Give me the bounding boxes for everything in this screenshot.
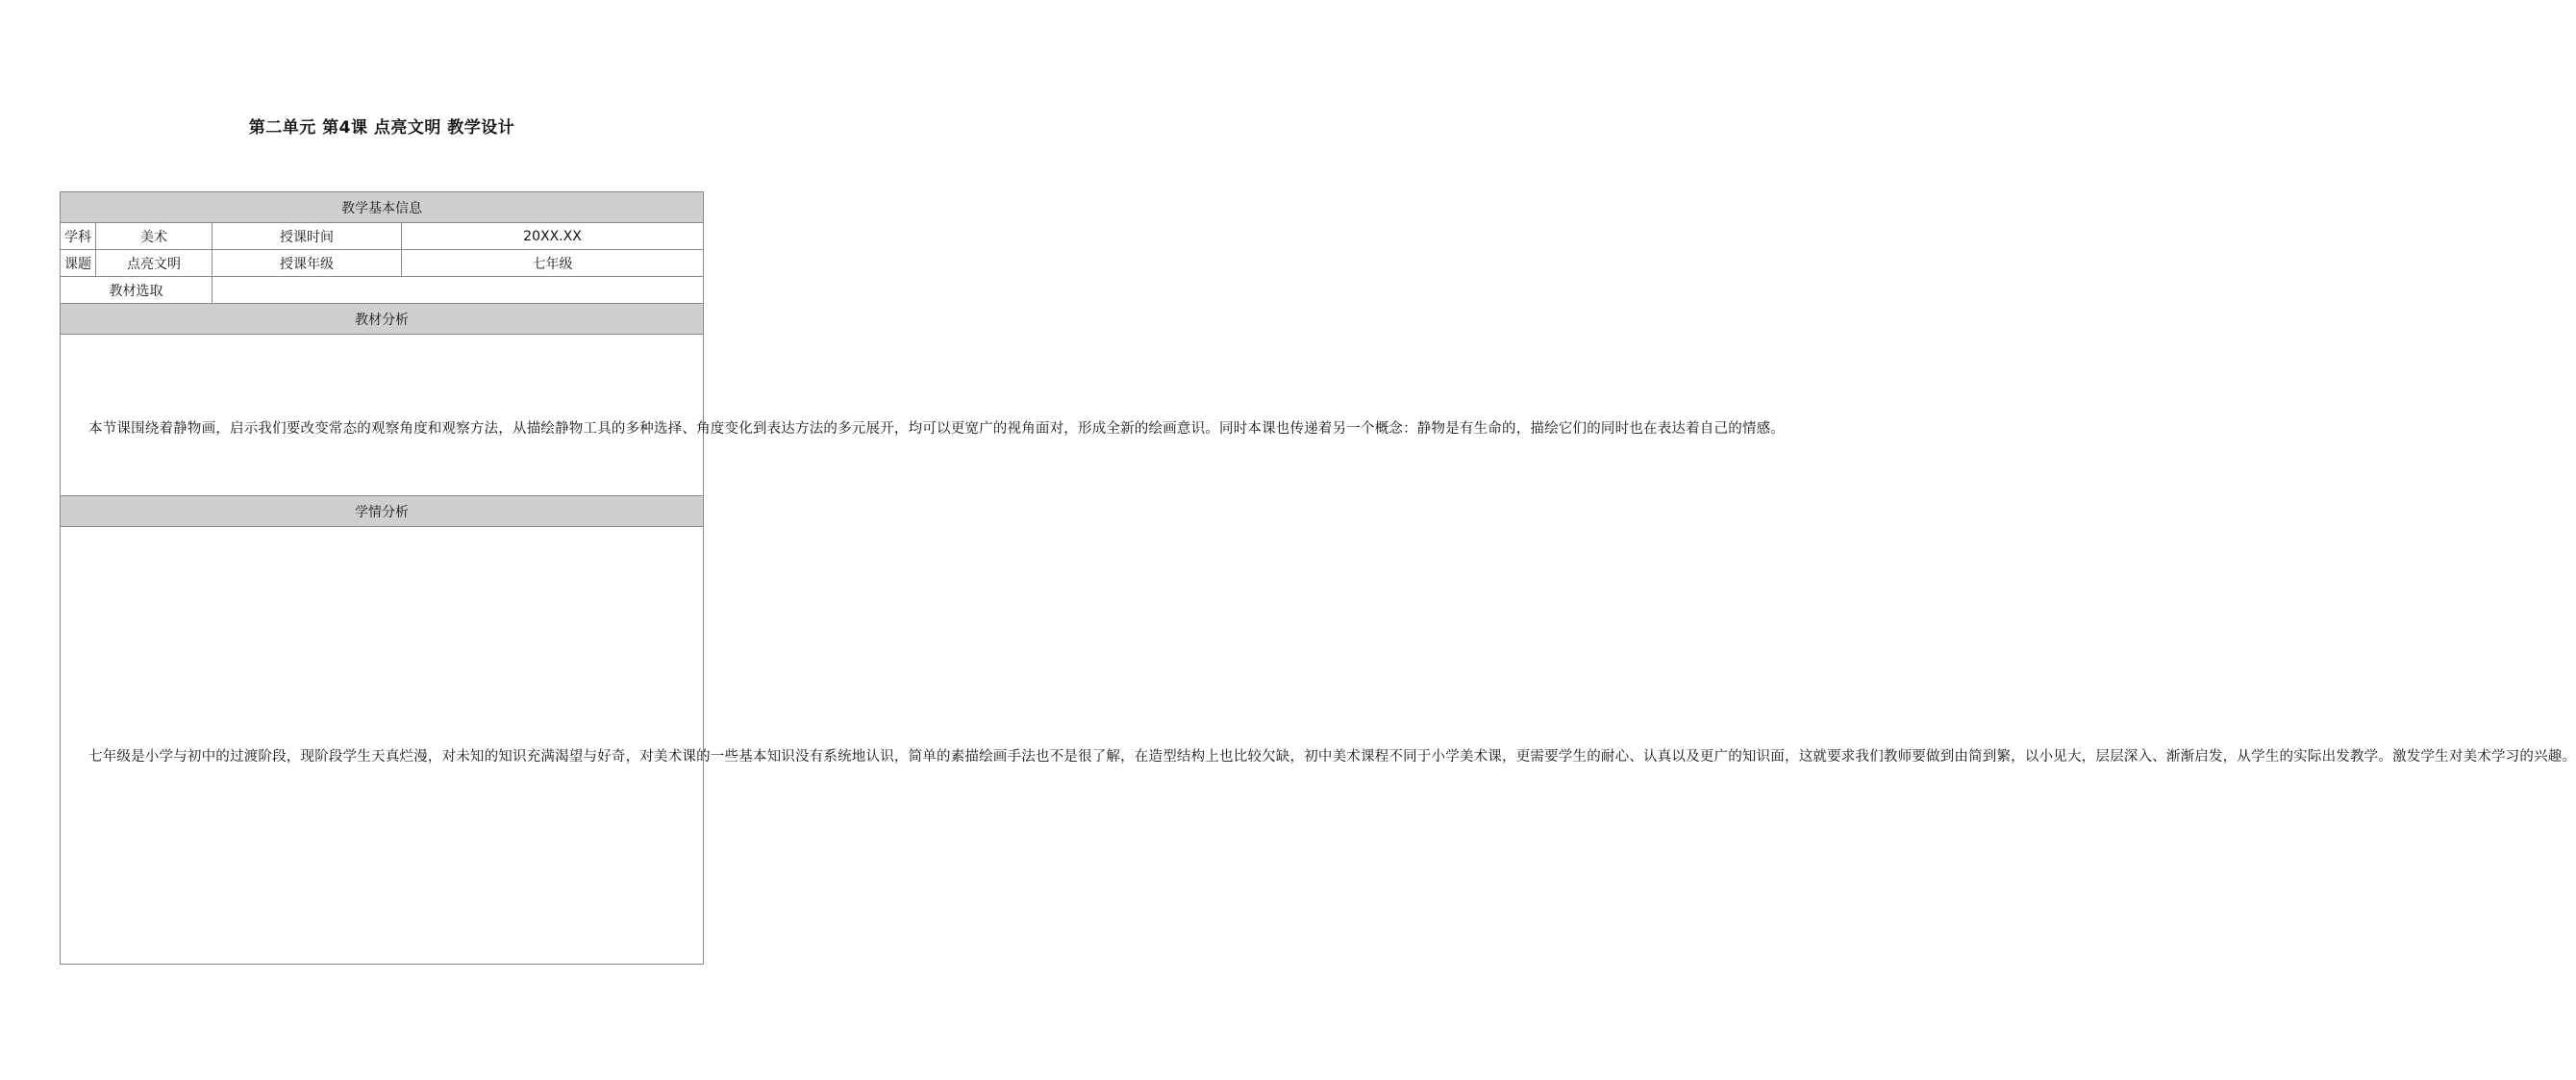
grade-label: 授课年级 [213,250,402,277]
material-analysis-text: 本节课围绕着静物画，启示我们要改变常态的观察角度和观察方法，从描绘静物工具的多种选择、角度变化到表达方法的多元展开，均可以更宽广的视角面对，形成全新的绘画意识。同时本课也传递着另一个概念：静物是有生命的，描绘它们的同时也在表达着自己的情感。 [88,420,1785,437]
student-analysis-cell [61,527,2576,965]
material-label: 教材选取 [61,277,213,304]
material-value [213,277,704,304]
material-analysis-cell [61,335,1785,496]
student-analysis-header: 学情分析 [61,496,704,527]
time-label: 授课时间 [213,223,402,250]
student-analysis-text: 七年级是小学与初中的过渡阶段，现阶段学生天真烂漫，对未知的知识充满渴望与好奇，对美术课的一些基本知识没有系统地认识，简单的素描绘画手法也不是很了解，在造型结构上也比较欠缺，初中美术课程不同于小学美术课，更需要学生的耐心、认真以及更广的知识面，这就要求我们教师要做到由简到繁，以小见大，层层深入、渐渐启发，从学生的实际出发教学。激发学生对美术学习的兴趣。 [88,749,2576,765]
time-value: 20XX.XX [402,223,704,250]
topic-label: 课题 [61,250,96,277]
lesson-plan-table [60,191,2576,965]
topic-value: 点亮文明 [96,250,213,277]
basic-info-header: 教学基本信息 [61,192,704,223]
subject-value: 美术 [96,223,213,250]
subject-label: 学科 [61,223,96,250]
document-title: 第二单元 第4课 点亮文明 教学设计 [248,118,515,138]
material-analysis-header: 教材分析 [61,304,704,335]
grade-value: 七年级 [402,250,704,277]
